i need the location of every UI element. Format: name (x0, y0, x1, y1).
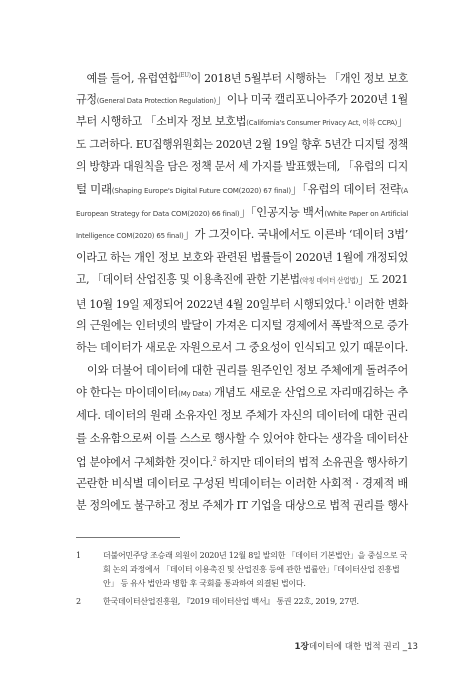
page-footer (295, 640, 418, 652)
footnote (76, 595, 416, 609)
text-run: 고, 「데이터 산업진흥 및 이용촉진에 관한 기본법 (76, 272, 300, 287)
footnote-text (103, 595, 413, 609)
text-run: 」「유럽의 데이터 전략 (290, 182, 401, 196)
text-run: 규정 (76, 91, 97, 106)
text-run: 」「인공지능 백서 (239, 204, 325, 219)
body-line (76, 491, 408, 519)
text-run: 」가 그것이다. 국내에서도 이른바 ‘데이터 3법’ (183, 227, 408, 242)
citation-text: (White Paper on Artificial (324, 208, 408, 218)
text-run: 를 소유함으로써 이를 스스로 행사할 수 있어야 한다는 생각을 데이터산 (76, 430, 408, 445)
footer-title: 데이터에 대한 법적 권리 (308, 642, 401, 652)
text-run: 분 정의에도 불구하고 정보 주체가 IT 기업을 대상으로 법적 권리를 행사 (76, 498, 408, 513)
footnote-line: 더불어민주당 조승래 의원이 2020년 12월 8일 발의한 「데이터 기본법안」을 중심으로 국 (103, 551, 408, 560)
text-run: 」도 2021 (358, 272, 408, 287)
footnote-divider (76, 537, 180, 538)
citation-text: (A (400, 186, 408, 195)
footer-chapter: 1장 (294, 642, 309, 652)
text-run: 」이나 미국 캘리포니아주가 2020년 1월 (216, 91, 408, 106)
text-run: 세다. 데이터의 원래 소유자인 정보 주체가 자신의 데이터에 대한 권리 (76, 408, 408, 422)
citation-text: (California's Consumer Privacy Act, 이하 CCPA) (246, 118, 398, 128)
text-run: 의 근원에는 인터넷의 발달이 가져온 디지털 경제에서 폭발적으로 증가 (76, 317, 408, 332)
footnote-line: 한국데이터산업진흥원, 『2019 데이터산업 백서』 통권 22호, 2019, 27면. (103, 597, 359, 606)
citation-text: (약칭 데이터 산업법) (299, 276, 359, 286)
text-run: 부터 시행하고 「소비자 정보 보호법 (76, 114, 247, 129)
text-run: 의 방향과 대원칙을 담은 정책 문서 세 가지를 발표했는데, 「유럽의 디지 (76, 159, 408, 174)
text-run: 년 10월 19일 제정되어 2022년 4월 20일부터 시행되었다. (76, 297, 348, 311)
footnote-number: 2 (76, 597, 82, 606)
text-run: 하는 데이터가 새로운 자원으로서 그 중요성이 인식되고 있기 때문이다. (76, 340, 408, 355)
citation-text: Intelligence COM(2020) 65 final) (76, 231, 184, 241)
text-run: 이라고 하는 개인 정보 보호와 관련된 법률들이 2020년 1월에 개정되었 (76, 249, 408, 264)
text-run: 이 2018년 5월부터 시행하는 「개인 정보 보호 (190, 71, 408, 85)
text-run: 도 그러하다. EU집행위원회는 2020년 2월 19일 향후 5년간 디지털 정책 (76, 136, 408, 151)
text-run: 털 미래 (76, 182, 112, 196)
text-run: 업 분야에서 구체화한 것이다. (76, 455, 213, 470)
footnote-line: 회 논의 과정에서 「데이터 이용촉진 및 산업진흥 등에 관한 법률안」「데이터산업 진흥법 (103, 565, 400, 574)
superscript: 2 (212, 456, 217, 464)
text-run: 개념도 새로운 산업으로 자리매김하는 추 (211, 385, 408, 400)
page-number: 13 (407, 642, 418, 652)
citation-text: (My Data) (178, 389, 212, 399)
superscript: 1 (347, 298, 351, 305)
citation-text: European Strategy for Data COM(2020) 66 final) (76, 208, 240, 218)
footnote-line: 안」 등 유사 법안과 병합 후 국회를 통과하여 의결된 법이다. (103, 579, 306, 588)
text-run: 하지만 데이터의 법적 소유권을 행사하기 (216, 455, 408, 470)
footnote-number: 1 (76, 551, 82, 560)
text-run: 」 (397, 114, 408, 129)
text-run: 이러한 변화 (350, 297, 408, 311)
text-run: 야 한다는 마이데이터 (76, 385, 179, 400)
superscript: (EU) (178, 72, 191, 79)
footnote-text (103, 549, 413, 591)
citation-text: (General Data Protection Regulation) (96, 95, 217, 105)
footer-separator: _ (400, 642, 408, 652)
text-run: 이와 더불어 데이터에 대한 권리를 원주인인 정보 주체에게 돌려주어 (76, 362, 408, 377)
citation-text: (Shaping Europe's Digital Future COM(2020) 67 final) (111, 186, 291, 195)
text-run: 예를 들어, 유럽연합 (76, 71, 179, 85)
footnote (76, 549, 416, 591)
text-run: 곤란한 비식별 데이터로 구성된 빅데이터는 이러한 사회적 · 경제적 배 (76, 475, 408, 490)
